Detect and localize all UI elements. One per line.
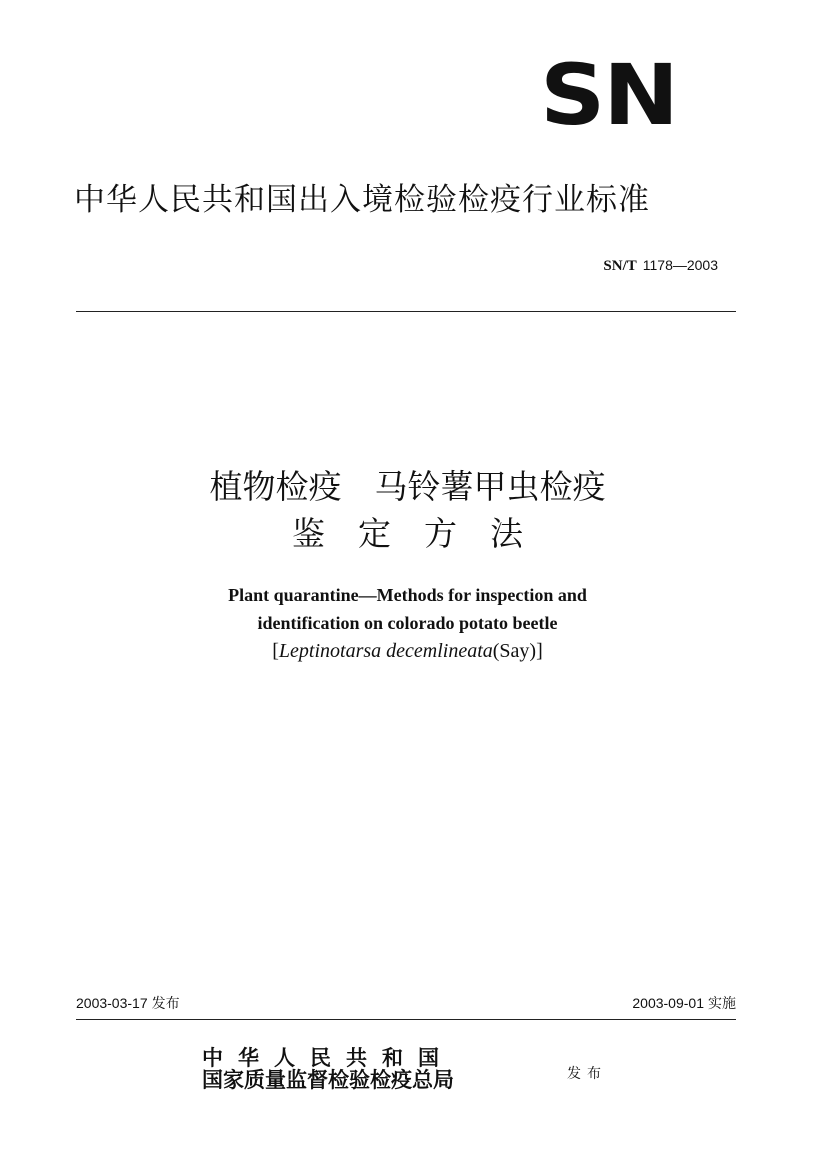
issuer-line2: 国家质量监督检验检疫总局 xyxy=(202,1067,454,1092)
latin-bracket-open: [ xyxy=(272,640,279,662)
publish-date: 2003-03-17 xyxy=(76,995,148,1011)
title-cn-line2: 鉴 定 方 法 xyxy=(292,514,523,553)
standard-code xyxy=(603,255,718,276)
latin-author: (Say) xyxy=(492,640,537,662)
title-cn-line1: 植物检疫 马铃薯甲虫检疫 xyxy=(209,467,606,506)
implement-date: 2003-09-01 xyxy=(632,995,704,1011)
top-divider xyxy=(76,311,736,312)
latin-species: Leptinotarsa decemlineata xyxy=(278,640,493,662)
title-latin-name xyxy=(0,637,815,665)
issuer-line1: 中华人民共和国 xyxy=(202,1045,454,1070)
bottom-divider xyxy=(76,1019,736,1020)
title-en-line2: identification on colorado potato beetle xyxy=(257,613,558,633)
implement-date-row xyxy=(632,993,736,1014)
implement-label: 实施 xyxy=(708,996,736,1012)
standard-category-heading: 中华人民共和国出入境检验检疫行业标准 xyxy=(74,182,650,218)
title-en-line1: Plant quarantine—Methods for inspection and xyxy=(228,585,587,605)
publish-date-row xyxy=(76,993,180,1014)
sn-logo: SN xyxy=(540,46,677,144)
latin-bracket-close: ] xyxy=(536,640,543,662)
issuer-block xyxy=(202,1047,562,1091)
publish-label: 发布 xyxy=(151,996,180,1012)
issuer-tag: 发布 xyxy=(567,1066,607,1082)
standard-code-number: 1178—2003 xyxy=(642,257,718,273)
standard-code-prefix: SN/T xyxy=(603,258,637,274)
